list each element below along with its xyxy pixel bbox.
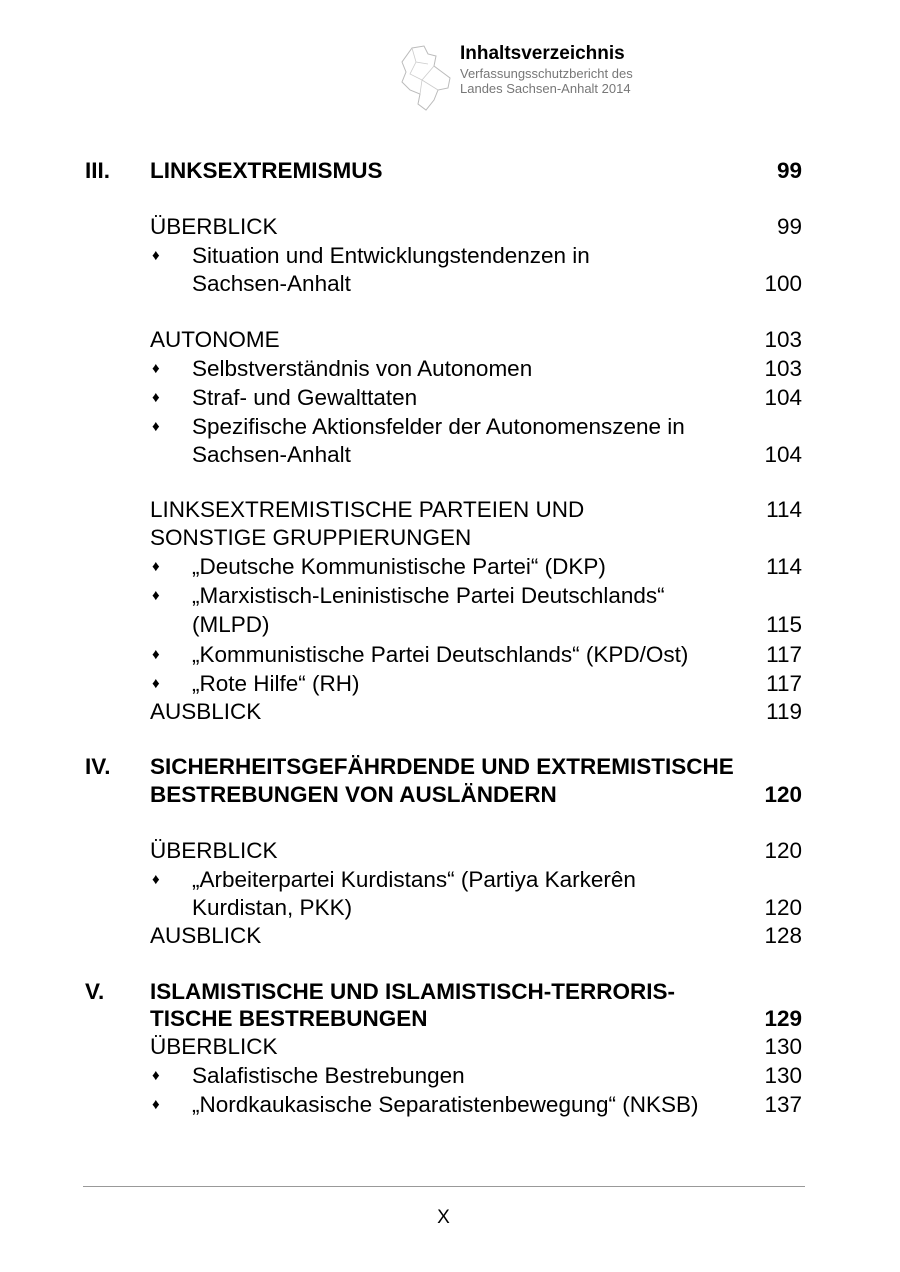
chapter-title: TISCHE BESTREBUNGEN	[150, 1006, 428, 1031]
page-number: 120	[764, 782, 802, 807]
chapter-numeral: V.	[85, 979, 105, 1004]
entry-title: „Deutsche Kommunistische Partei“ (DKP)	[192, 554, 606, 579]
page-number: 120	[764, 895, 802, 920]
entry-title: AUSBLICK	[150, 923, 262, 948]
toc-entry[interactable]	[0, 922, 900, 950]
entry-title: AUTONOME	[150, 327, 280, 352]
toc-subentry[interactable]	[0, 1062, 900, 1090]
page-number: 104	[764, 385, 802, 410]
chapter-numeral: III.	[85, 158, 111, 183]
entry-title: Spezifische Aktionsfelder der Autonomenszene in	[192, 414, 685, 439]
page-number: 103	[764, 356, 802, 381]
page-number: 137	[764, 1092, 802, 1117]
page-number: 120	[764, 838, 802, 863]
toc-subentry[interactable]	[0, 553, 900, 581]
bullet-diamond-icon: ♦	[152, 675, 160, 692]
toc-subentry[interactable]	[0, 866, 900, 894]
toc-subentry[interactable]	[0, 355, 900, 383]
entry-title: „Nordkaukasische Separatistenbewegung“ (NKSB)	[192, 1092, 699, 1117]
toc-chapter-3[interactable]	[0, 157, 900, 185]
chapter-title: SICHERHEITSGEFÄHRDENDE UND EXTREMISTISCHE	[150, 754, 734, 779]
entry-title: „Rote Hilfe“ (RH)	[192, 671, 360, 696]
entry-title: „Arbeiterpartei Kurdistans“ (Partiya Karkerên	[192, 867, 636, 892]
page-number: 119	[766, 699, 802, 724]
toc-chapter-5-continued[interactable]	[0, 1005, 900, 1033]
header-subtitle: Verfassungsschutzbericht des	[460, 66, 633, 81]
chapter-numeral: IV.	[85, 754, 111, 779]
toc-subentry[interactable]	[0, 384, 900, 412]
page-number: 117	[766, 671, 802, 696]
page-number: 129	[764, 1006, 802, 1031]
entry-title: Sachsen-Anhalt	[192, 442, 351, 467]
entry-title: ÜBERBLICK	[150, 214, 278, 239]
page-number: 99	[776, 158, 802, 183]
toc-subentry[interactable]	[0, 641, 900, 669]
chapter-title: ISLAMISTISCHE UND ISLAMISTISCH-TERRORIS-	[150, 979, 676, 1004]
page-number: 104	[764, 442, 802, 467]
entry-title: „Kommunistische Partei Deutschlands“ (KPD/Ost)	[192, 642, 689, 667]
bullet-diamond-icon: ♦	[152, 871, 160, 888]
toc-subentry[interactable]	[0, 670, 900, 698]
toc-subentry[interactable]	[0, 582, 900, 610]
toc-entry[interactable]	[0, 837, 900, 865]
bullet-diamond-icon: ♦	[152, 389, 160, 406]
toc-chapter-5[interactable]	[0, 978, 900, 1006]
header-subtitle: Landes Sachsen-Anhalt 2014	[460, 81, 631, 96]
toc-subentry-continued[interactable]	[0, 611, 900, 639]
entry-title: SONSTIGE GRUPPIERUNGEN	[150, 525, 472, 550]
chapter-title: BESTREBUNGEN VON AUSLÄNDERN	[150, 782, 557, 807]
page-number: 115	[766, 612, 802, 637]
entry-title: Situation und Entwicklungstendenzen in	[192, 243, 590, 268]
entry-title: Kurdistan, PKK)	[192, 895, 353, 920]
toc-entry[interactable]	[0, 698, 900, 726]
entry-title: Sachsen-Anhalt	[192, 271, 351, 296]
bullet-diamond-icon: ♦	[152, 1096, 160, 1113]
toc-entry[interactable]	[0, 326, 900, 354]
toc-entry[interactable]	[0, 213, 900, 241]
header-title: Inhaltsverzeichnis	[460, 43, 625, 64]
toc-entry-continued[interactable]	[0, 524, 900, 552]
footer-page-number: X	[437, 1207, 450, 1228]
page-number: 130	[764, 1063, 802, 1088]
toc-subentry-continued[interactable]	[0, 270, 900, 298]
toc-subentry-continued[interactable]	[0, 441, 900, 469]
entry-title: Salafistische Bestrebungen	[192, 1063, 465, 1088]
page-number: 99	[776, 214, 802, 239]
bullet-diamond-icon: ♦	[152, 646, 160, 663]
entry-title: Selbstverständnis von Autonomen	[192, 356, 533, 381]
bullet-diamond-icon: ♦	[152, 418, 160, 435]
entry-title: ÜBERBLICK	[150, 838, 278, 863]
page-number: 130	[764, 1034, 802, 1059]
entry-title: LINKSEXTREMISTISCHE PARTEIEN UND	[150, 497, 585, 522]
entry-title: (MLPD)	[192, 612, 270, 637]
bullet-diamond-icon: ♦	[152, 360, 160, 377]
sachsen-anhalt-map-logo	[398, 44, 454, 112]
entry-title: ÜBERBLICK	[150, 1034, 278, 1059]
toc-subentry-continued[interactable]	[0, 894, 900, 922]
page-number: 117	[766, 642, 802, 667]
page-number: 114	[766, 497, 802, 522]
page-number: 128	[764, 923, 802, 948]
toc-subentry[interactable]	[0, 242, 900, 270]
toc-chapter-4-continued[interactable]	[0, 781, 900, 809]
bullet-diamond-icon: ♦	[152, 1067, 160, 1084]
page-number: 114	[766, 554, 802, 579]
toc-entry[interactable]	[0, 1033, 900, 1061]
toc-subentry[interactable]	[0, 1091, 900, 1119]
bullet-diamond-icon: ♦	[152, 587, 160, 604]
footer-divider	[83, 1186, 805, 1187]
entry-title: „Marxistisch-Leninistische Partei Deutschlands“	[192, 583, 665, 608]
toc-entry[interactable]	[0, 496, 900, 524]
entry-title: AUSBLICK	[150, 699, 262, 724]
entry-title: Straf- und Gewalttaten	[192, 385, 418, 410]
toc-chapter-4[interactable]	[0, 753, 900, 781]
bullet-diamond-icon: ♦	[152, 558, 160, 575]
toc-subentry[interactable]	[0, 413, 900, 441]
page-number: 100	[764, 271, 802, 296]
bullet-diamond-icon: ♦	[152, 247, 160, 264]
chapter-title: LINKSEXTREMISMUS	[150, 158, 383, 183]
page-number: 103	[764, 327, 802, 352]
